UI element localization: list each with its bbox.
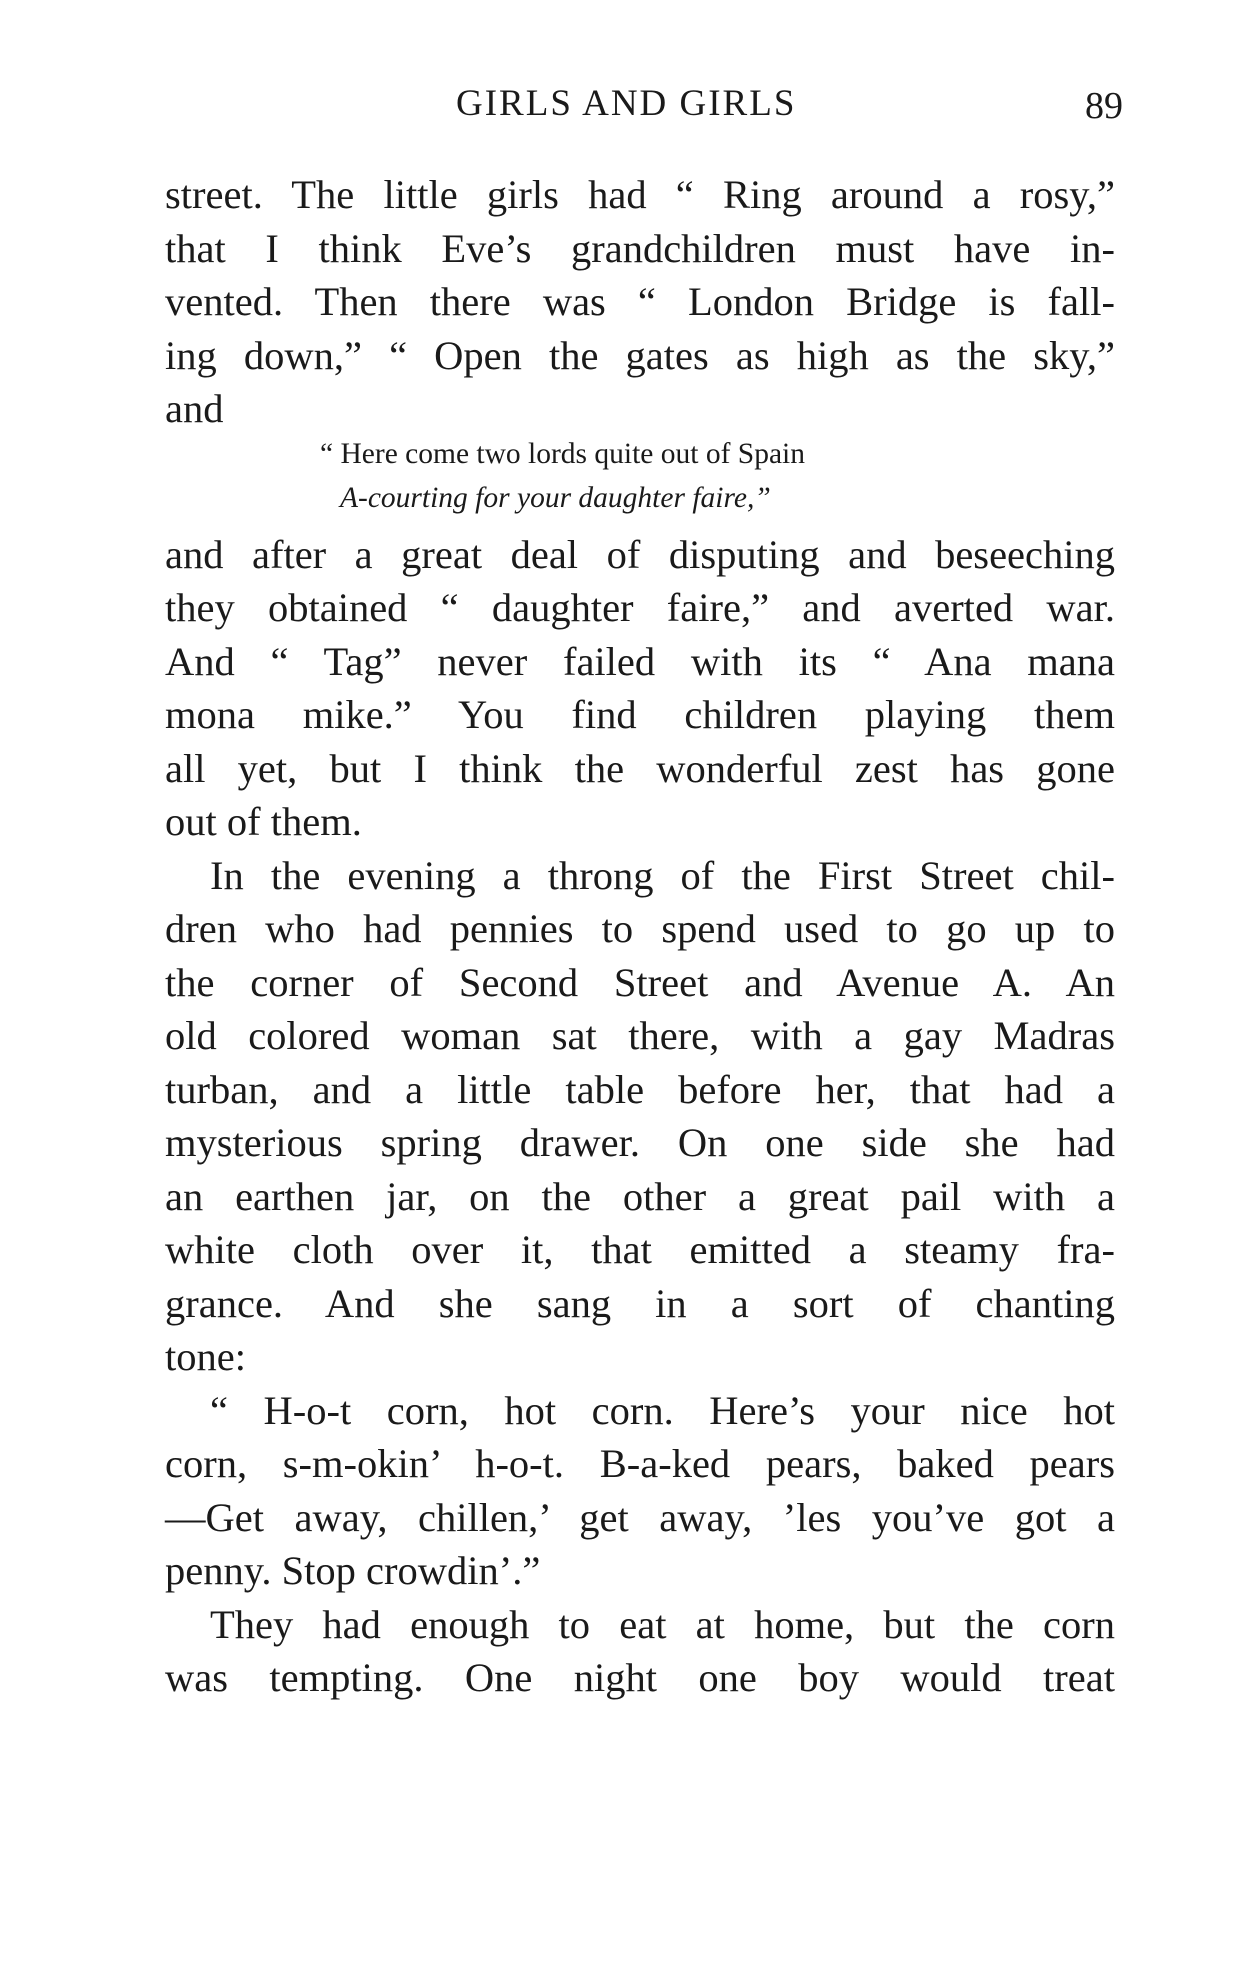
paragraph-5: [165, 1598, 1115, 1705]
verse-line: A-courting for your daughter faire,”: [340, 481, 771, 514]
text-line: old colored woman sat there, with a gay Madras: [165, 1013, 1115, 1058]
text-line: “ H-o-t corn, hot corn. Here’s your nice hot: [210, 1387, 1115, 1433]
text-line: mysterious spring drawer. On one side she had: [165, 1120, 1115, 1165]
body-text: [165, 168, 1115, 1705]
text-line: grance. And she sang in a sort of chanting: [165, 1280, 1115, 1326]
verse-quote: [165, 432, 1115, 520]
paragraph-2: [165, 528, 1115, 849]
text-line: turban, and a little table before her, that had a: [165, 1066, 1115, 1112]
paragraph-1: [165, 168, 1115, 436]
text-line: all yet, but I think the wonderful zest has gone: [165, 745, 1115, 791]
verse-line: “ Here come two lords quite out of Spain: [320, 437, 805, 470]
page-number: 89: [1085, 85, 1123, 127]
page-header: [0, 82, 1253, 132]
text-line: In the evening a throng of the First Street chil-: [210, 852, 1115, 898]
text-line: They had enough to eat at home, but the corn: [210, 1601, 1115, 1647]
text-line: corn, s-m-okin’ h-o-t. B-a-ked pears, baked pears: [165, 1441, 1115, 1486]
text-line: vented. Then there was “ London Bridge is fall-: [165, 279, 1115, 324]
text-line: street. The little girls had “ Ring around a rosy,”: [165, 172, 1115, 217]
text-line: was tempting. One night one boy would treat: [165, 1655, 1115, 1700]
paragraph-3: [165, 849, 1115, 1384]
text-line: out of them.: [165, 799, 362, 844]
paragraph-4: [165, 1384, 1115, 1598]
text-line: penny. Stop crowdin’.”: [165, 1548, 541, 1593]
text-line: and: [165, 386, 224, 431]
text-line: —Get away, chillen,’ get away, ’les you’ve got a: [165, 1494, 1115, 1540]
text-line: they obtained “ daughter faire,” and averted war.: [165, 585, 1115, 630]
running-head: GIRLS AND GIRLS: [456, 83, 797, 124]
text-line: ing down,” “ Open the gates as high as the sky,”: [165, 332, 1115, 378]
text-line: and after a great deal of disputing and beseeching: [165, 531, 1115, 577]
text-line: And “ Tag” never failed with its “ Ana mana: [165, 638, 1115, 684]
text-line: an earthen jar, on the other a great pail with a: [165, 1173, 1115, 1219]
text-line: tone:: [165, 1334, 246, 1379]
text-line: that I think Eve’s grandchildren must have in-: [165, 225, 1115, 271]
text-line: dren who had pennies to spend used to go up to: [165, 906, 1115, 951]
text-line: white cloth over it, that emitted a steamy fra-: [165, 1227, 1115, 1272]
text-line: mona mike.” You find children playing them: [165, 692, 1115, 737]
text-line: the corner of Second Street and Avenue A. An: [165, 959, 1115, 1005]
